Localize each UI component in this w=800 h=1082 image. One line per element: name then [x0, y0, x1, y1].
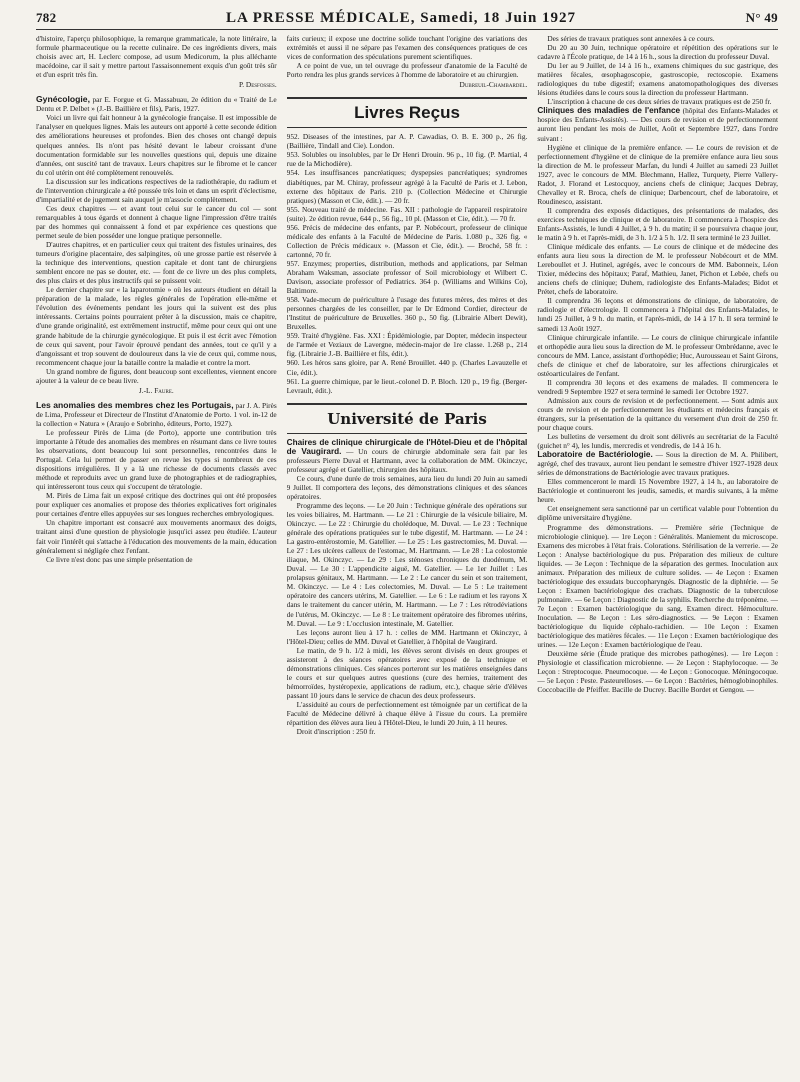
- paragraph: Voici un livre qui fait honneur à la gynécologie française. Il est impossible de l'analyser en quelques lignes. Mais les auteurs ont apporté à cette seconde édition des améliorations heureuses et profondes. Bien des choses ont changé depuis quelques années. Ils n'ont pas hésité devant le labeur croissant d'une documentation formidable sur les nouvelles questions qui, depuis une dizaine d'années, ont suscité tant de travaux. Leurs chapitres sur le fibrome et le cancer du col utérin ont été complètement renouvelés.: [36, 113, 277, 177]
- column-1: [36, 34, 277, 1074]
- book-entry: 958. Vade-mecum de puériculture à l'usage des futures mères, des mères et des personnes chargées de les conseiller, par le Dr Edmond Cordier, directeur de l'Institut de puériculture de Bruxelles. 360 p., 50 fig. (Librairie Albert Dewit), Bruxelles.: [286, 295, 528, 332]
- review-anomalies: [36, 401, 277, 428]
- book-entry: 959. Traité d'hygiène. Fas. XXI : Épidémiologie, par Dopter, médecin inspecteur de l'armée et Veziaux de Lavergne, médecin-major de 1re classe. 1.268 p., 214 fig. (Librairie J.-B. Baillière et fils, édit.).: [286, 331, 528, 359]
- paragraph: Les bulletins de versement du droit sont délivrés au secrétariat de la Faculté (guichet n° 4), les lundis, mercredis et vendredis, de 14 à 16 h.: [537, 432, 778, 451]
- book-entry: 954. Les insuffisances pancréatiques; dyspepsies pancréatiques; syndromes diabétiques, par M. Chiray, professeur agrégé à la Faculté de Paris et J. Lebon, externe des hôpitaux de Paris. 210 p. (Collection Médecine et Chirurgie pratiques) (Masson et Cie, édit.). — 20 fr.: [286, 168, 528, 205]
- paragraph: Il comprendra 30 leçons et des examens de malades. Il commencera le vendredi 9 Septembre 1927 et sera terminé le samedi 1er Octobre 1927.: [537, 377, 778, 396]
- notice-chaires: [287, 438, 528, 474]
- notice-body: (hôpital des Enfants-Malades et hospice des Enfants-Assistés). — Des cours de revision et de perfectionnement auront lieu pendant les mois de Juillet, Août et Septembre 1927, dans l'ordre suivant :: [537, 106, 778, 143]
- paragraph: Programme des démonstrations. — Première série (Technique de microbiologie clinique). — 1re Leçon : Généralités. Maniement du microscope. Examens des microbes à l'état frais. Colorations. Stérilisation de la verrerie. — 2e Leçon : Analyse bactériologique du pus. Préparation des milieux de culture liquides. — 3e Leçon : Technique de la séparation des germes. Inoculation aux animaux. Préparation des milieux de culture solides. — 4e Leçon : Examen bactériologique des exsudats buccopharyngés. Diagnostic de la diphtérie. — 5e Leçon : Examen bactériologique des crachats. Diagnostic de la tuberculose pulmonaire. — 6e Leçon : Diagnostic de la syphilis. Recherche du tréponème. — 7e Leçon : Examen bactériologique du sang. Examen direct. Hémoculture. Inoculation. — 8e Leçon : Les séro-diagnostics. — 9e Leçon : Examen bactériologique du liquide céphalo-rachidien. — 10e Leçon : Examen bactériologique des matières fécales. — 11e Leçon : Examen bactériologique des urines. — 12e Leçon : Examen bactériologique de l'eau.: [537, 522, 778, 650]
- column-3: [537, 34, 778, 1074]
- section-title-universite: Université de Paris: [287, 403, 528, 434]
- paragraph: d'histoire, l'aperçu philosophique, la remarque grammaticale, la note littéraire, la formule pharmaceutique ou la recette culinaire. De ces ingrédients divers, mais choisis avec art, H. Leclerc compose, ad usum Medicorum, la plus alléchante macédoine, car il sait y mettre partout l'assaisonnement exquis d'un goût très sûr et d'un esprit très fin.: [36, 34, 277, 80]
- paragraph: Droit d'inscription : 250 fr.: [296, 727, 376, 737]
- paragraph: Programme des leçons. — Le 20 Juin : Technique générale des opérations sur les voies biliaires, M. Hartmann. — Le 21 : Chirurgie de la vésicule biliaire, M. Okinczyc. — Le 22 : Chirurgie du cholédoque, M. Duval. — Le 23 : Technique générale des opérations pratiquées sur le tube digestif, M. Hartmann. — Le 24 : La gastro-entérostomie, M. Gatellier. — Le 25 : Les gastrectomies, M. Duval. — Le 27 : Les ulcères calleux de l'estomac, M. Hartmann. — Le 28 : La colostomie iliaque, M. Okinczyc. — Le 29 : Les sténoses chroniques du duodénum, M. Duval. — Le 30 : L'appendicite aiguë, M. Gatellier. — Le 1er Juillet : Les prolapsus génitaux, M. Hartmann. — Le 2 : Le cancer du sein et son traitement, M. Okinczyc. — Le 4 : Les colectomies, M. Duval. — Le 5 : Le traitement opératoire des cancers utérins, M. Gatellier. — Le 6 : Le radium et les rayons X dans le traitement du cancer utérin, M. Hartmann. — Le 7 : Les rétrodéviations de l'utérus, M. Okinczyc. — Le 8 : Le traitement opératoire des fibromes utérins, M. Duval. — Le 9 : L'occlusion intestinale, M. Gatellier.: [286, 500, 528, 628]
- review-title: Gynécologie,: [36, 94, 90, 105]
- paragraph: L'inscription à chacune de ces deux séries de travaux pratiques est de 250 fr.: [547, 97, 772, 107]
- issue-number: N° 49: [745, 10, 778, 25]
- paragraph: Deuxième série (Étude pratique des microbes pathogènes). — 1re Leçon : Physiologie et classification microbienne. — 2e Leçon : Staphylocoque. — 3e Leçon : Streptocoque. Pneumocoque. — 4e Leçon : Gonocoque. Méningocoque. — 5e Leçon : Peste. Pasteurelloses. — 6e Leçon : Bactéries, hémoglobinophiles. Coccobacille de Pfeiffer. Bacille de Ducrey. Bacille Bordet et Gengou. —: [537, 649, 778, 695]
- paragraph: Ces deux chapitres — et avant tout celui sur le cancer du col — sont remarquables à tous égards et donnent à chaque ligne l'impression d'être traités par des hommes qui connaissent à fond et par expérience ces questions que permet seule de bien posséder une longue pratique personnelle.: [36, 203, 277, 240]
- review-reference: par J. A. Pirès de Lima, Professeur et Directeur de l'Institut d'Anatomie de Porto. 1 vol. in-12 de la collection « Natura » (Araujo e Sobrinho, éditeurs, Porto, 1927).: [36, 400, 277, 428]
- paragraph: Admission aux cours de revision et de perfectionnement. — Sont admis aux cours de revision et de perfectionnement les étudiants et médecins français et étrangers, sur la présentation de la quittance du versement d'un droit de 250 fr. pour chaque cours.: [537, 395, 778, 433]
- paragraph: Le matin, de 9 h. 1/2 à midi, les élèves seront divisés en deux groupes et assisteront à des séances opératoires avec exposé de la technique et démonstrations cliniques. Ces séances porteront sur les matières enseignées dans le cours et sur quelques autres questions (cure des hernies, traitement des hémorroïdes, hystéropexie, applications de radium, etc.), chaque série d'élèves passant 10 jours dans le service de chacun des deux professeurs.: [286, 645, 528, 700]
- paragraph: La discussion sur les indications respectives de la radiothérapie, du radium et de l'intervention chirurgicale a été poussée très loin et dans un esprit d'éclectisme, d'impartialité et de jugement sain auquel je m'associe complètement.: [36, 176, 277, 204]
- paragraph: Il comprendra 36 leçons et démonstrations de clinique, de laboratoire, de radiologie et d'électrologie. Il commencera à l'hôpital des Enfants-Malades, le lundi 25 Juillet, à 9 h. du matin, et l'après-midi, de 14 à 17 h. Il sera terminé le samedi 13 Août 1927.: [537, 296, 778, 333]
- signature: P. Desfosses.: [238, 80, 277, 90]
- book-entry: 961. La guerre chimique, par le lieut.-colonel D. P. Bloch. 120 p., 19 fig. (Berger-Levrault, édit.).: [286, 376, 528, 395]
- paragraph: D'autres chapitres, et en particulier ceux qui traitent des fistules urinaires, des tumeurs d'origine placentaire, des salpingites, où une grosse partie est réservée à la technique des interventions, question capitale et dont tant de chirurgiens semblent encore ne pas se douter, etc. — font de ce livre un des plus complets, des plus clairs et des plus instructifs qui se puissent voir.: [36, 240, 277, 286]
- book-entry: 953. Solubles ou insolubles, par le Dr Henri Drouin. 96 p., 10 fig. (P. Martial, 4 rue de la Michodière).: [286, 150, 528, 169]
- paragraph: Les leçons auront lieu à 17 h. : celles de MM. Hartmann et Okinczyc, à l'Hôtel-Dieu; celles de MM. Duval et Gatellier, à l'hôpital de Vaugirard.: [286, 627, 528, 646]
- paragraph: Il comprendra des exposés didactiques, des présentations de malades, des exercices techniques de clinique et de laboratoire. Il commencera à l'hospice des Enfants-Assistés, le lundi 4 Juillet, à 9 h. du matin; il se poursuivra chaque jour, le matin à 9 h. et l'après-midi, de 3 h. 1/2 à 5 h. 1/2. Il sera terminé le 23 Juillet.: [537, 205, 778, 243]
- review-gynecologie: [36, 95, 277, 113]
- paragraph: Le dernier chapitre sur « la laparotomie » où les auteurs étudient en détail la préparation de la malade, les règles générales de l'opération elle-même et l'évolution des événements pendant les jours qui la suivent est des plus intéressants. Certains points pourraient prêter à la discussion, mais ce chapitre, d'une grande originalité, est extrêmement instructif, même pour ceux qui ont une grande habitude de la chirurgie gynécologique. Et puis il est écrit avec l'émotion de ceux qui savent, pour l'avoir éprouvé pendant des années, tout ce qu'il y a d'angoissant et trop souvent de douloureux dans la vie de ceux qui, comme nous, recommencent chaque jour la bataille contre la maladie et contre la mort.: [36, 285, 277, 367]
- signature: Dubreuil-Chambardel.: [459, 80, 528, 90]
- signature: J.-L. Faure.: [138, 385, 174, 395]
- columns: [36, 34, 778, 1074]
- book-entry: 952. Diseases of the intestines, par A. P. Cawadias, O. B. E. 300 p., 26 fig. (Baillière, Tindall and Cie). London.: [286, 132, 528, 151]
- paragraph: Ce cours, d'une durée de trois semaines, aura lieu du lundi 20 Juin au samedi 9 Juillet. Il comportera des leçons, des démonstrations cliniques et des séances opératoires.: [286, 473, 528, 501]
- book-entry: 955. Nouveau traité de médecine. Fas. XII : pathologie de l'appareil respiratoire (suite). 2e édition revue, 644 p., 56 fig., 10 pl. (Masson et Cie, édit.). — 70 fr.: [286, 204, 528, 223]
- paragraph: Cet enseignement sera sanctionné par un certificat valable pour l'obtention du diplôme universitaire d'hygiène.: [537, 504, 778, 523]
- paragraph: Clinique chirurgicale infantile. — Le cours de clinique chirurgicale infantile et orthopédie aura lieu sous la direction de M. le professeur Ombrédanne, avec le concours de MM. Lance, assistant d'orthopédie; Huc, Aurousseau et Saint Girons, chefs de clinique et chef de laboratoire, sur les affections chirurgicales et ostéoarticulaires de l'enfant.: [537, 332, 778, 378]
- notice-bacteriologie: [537, 450, 778, 477]
- paragraph: Le professeur Pirès de Lima (de Porto), apporte une contribution très importante à l'étude des anomalies des membres en résumant dans ce livre toutes les observations, dont beaucoup lui sont personnelles, rencontrées dans le Portugal. Cela lui permet de passer en revue les types si nombreux de ces dispositions irrégulières. Il y a là une richesse de documents classés avec méthode et reproduits avec un grand luxe de photographies et de radiographies, qui intéresseront tous ceux qui s'occupent de tératologie.: [36, 427, 277, 492]
- notice-title: Chaires de clinique chirurgicale de l'Hôtel-Dieu et de l'hôpital de Vaugirard.: [286, 437, 528, 456]
- page-header: [36, 10, 778, 30]
- paragraph: M. Pirès de Lima fait un exposé critique des doctrines qui ont été proposées pour expliquer ces anomalies et propose des théories explicatives fort originales pour certaines d'entre elles appuyées sur ses longues recherches embryologiques.: [36, 491, 277, 519]
- paragraph: Un grand nombre de figures, dont beaucoup sont excellentes, viennent encore ajouter à la valeur de ce beau livre.: [36, 366, 277, 385]
- section-title-livres-recus: Livres Reçus: [287, 97, 528, 128]
- paragraph: Du 1er au 9 Juillet, de 14 à 16 h., examens chimiques du suc gastrique, des matières fécales, œsophagoscopie, gastroscopie, rectoscopie. Examens radiologiques du tube digestif; examens anatomopathologiques des diverses lésions étudiées dans le cours sous la direction du professeur Hartmann.: [537, 61, 778, 98]
- paragraph: A ce point de vue, un tel ouvrage du professeur d'anatomie de la Faculté de Porto rendra les plus grands services à l'homme de laboratoire et au chirurgien.: [286, 61, 528, 80]
- notice-title: Cliniques des maladies de l'enfance: [537, 106, 681, 116]
- page-number: 782: [36, 10, 57, 25]
- paragraph: Elles commenceront le mardi 15 Novembre 1927, à 14 h., au laboratoire de Bactériologie et continueront les jeudis, samedis, et mardis suivants, à la même heure.: [537, 477, 778, 505]
- paragraph: Un chapitre important est consacré aux mouvements anormaux des doigts, traitant ainsi d'une question de physiologie jusqu'ici assez peu étudiée. L'auteur fait voir l'intérêt qui s'attache à l'éducation des mouvements de la main, éducation généralement si négligée chez l'enfant.: [36, 518, 277, 555]
- paragraph: L'assiduité au cours de perfectionnement est témoignée par un certificat de la Faculté de Médecine délivré à chaque élève à l'issue du cours. La première répartition des élèves aura lieu à l'Hôtel-Dieu, le lundi 20 Juin, à 11 heures.: [286, 700, 528, 728]
- paragraph: Des séries de travaux pratiques sont annexées à ce cours.: [547, 34, 715, 43]
- book-entry: 957. Enzymes; properties, distribution, methods and applications, par Selman Abraham Waksman, associate professor of Soil microbiology et Wilbert C. Davison, associate professor of Pediatrics. 364 p. (Williams and Wilkins Co), Baltimore.: [286, 258, 528, 296]
- book-entry: 956. Précis de médecine des enfants, par P. Nobécourt, professeur de clinique médicale des enfants à la Faculté de Médecine de Paris. 1.080 p., 326 fig. « Collection de Précis médicaux ». (Masson et Cie, édit.). — Broché, 58 fr. : cartonné, 70 fr.: [286, 222, 528, 259]
- column-2: [287, 34, 528, 1074]
- paragraph: Du 20 au 30 Juin, technique opératoire et répétition des opérations sur le cadavre à l'École pratique, de 14 à 16 h., sous la direction du professeur Duval.: [537, 43, 778, 62]
- book-entry: 960. Les héros sans gloire, par A. René Brouillet. 440 p. (Charles Lavauzelle et Cie, édit.).: [286, 358, 528, 377]
- notice-body: — Un cours de chirurgie abdominale sera fait par les professeurs Pierre Duval et Hartmann, avec la collaboration de MM. Okinczyc, professeur agrégé et Gatellier, chirurgien des hôpitaux.: [286, 446, 528, 474]
- notice-body: — Sous la direction de M. A. Philibert, agrégé, chef des travaux, auront lieu pendant le semestre d'hiver 1927-1928 deux séries de démonstrations de Bactériologie avec travaux pratiques.: [537, 450, 778, 478]
- review-title: Les anomalies des membres chez les Portugais,: [36, 399, 234, 410]
- publication-title: LA PRESSE MÉDICALE, Samedi, 18 Juin 1927: [225, 10, 577, 26]
- notice-title: Laboratoire de Bactériologie.: [537, 450, 653, 460]
- paragraph: Clinique médicale des enfants. — Le cours de clinique et de médecine des enfants aura lieu sous la direction de M. le professeur Nobécourt et de MM. Lereboullet et J. Hutinel, agrégés, avec le concours de MM. Babonneix, Léon Tixier, médecins des hôpitaux; Paraf, Mathieu, Janet, Pichon et Lebée, chefs ou anciens chefs de clinique; Duhem, radiologiste des Enfants-Malades; Bidot et Prétet, chefs de laboratoire.: [537, 242, 778, 297]
- review-reference: par E. Forgue et G. Massabuau, 2e édition du « Traité de Le Dentu et P. Delbet » (J.-B. Baillière et fils), Paris, 1927.: [36, 95, 277, 114]
- paragraph: Hygiène et clinique de la première enfance. — Le cours de revision et de perfectionnement d'hygiène et de clinique de la première enfance aura lieu sous la direction de M. le professeur Marfan, du lundi 4 Juillet au samedi 23 Juillet 1927, avec le concours de MM. Blechmann, Hallez, Turquety, Pierre Vallery-Radot, J. Florand et Lestocquoy, anciens chefs de clinique; Jacques Debray, Chevalley et R. Broca, chefs de clinique; Darbencourt, chef de laboratoire, et Roudinesco, assistant.: [537, 142, 778, 206]
- paragraph: Ce livre n'est donc pas une simple présentation de: [46, 554, 193, 564]
- notice-enfance: [537, 106, 778, 142]
- paragraph: faits curieux; il expose une doctrine solide touchant l'origine des variations des extrémités et aussi il ne sépare pas l'examen des conséquences pratiques de ces vices de conformation des spéculations purement scientifiques.: [286, 34, 528, 62]
